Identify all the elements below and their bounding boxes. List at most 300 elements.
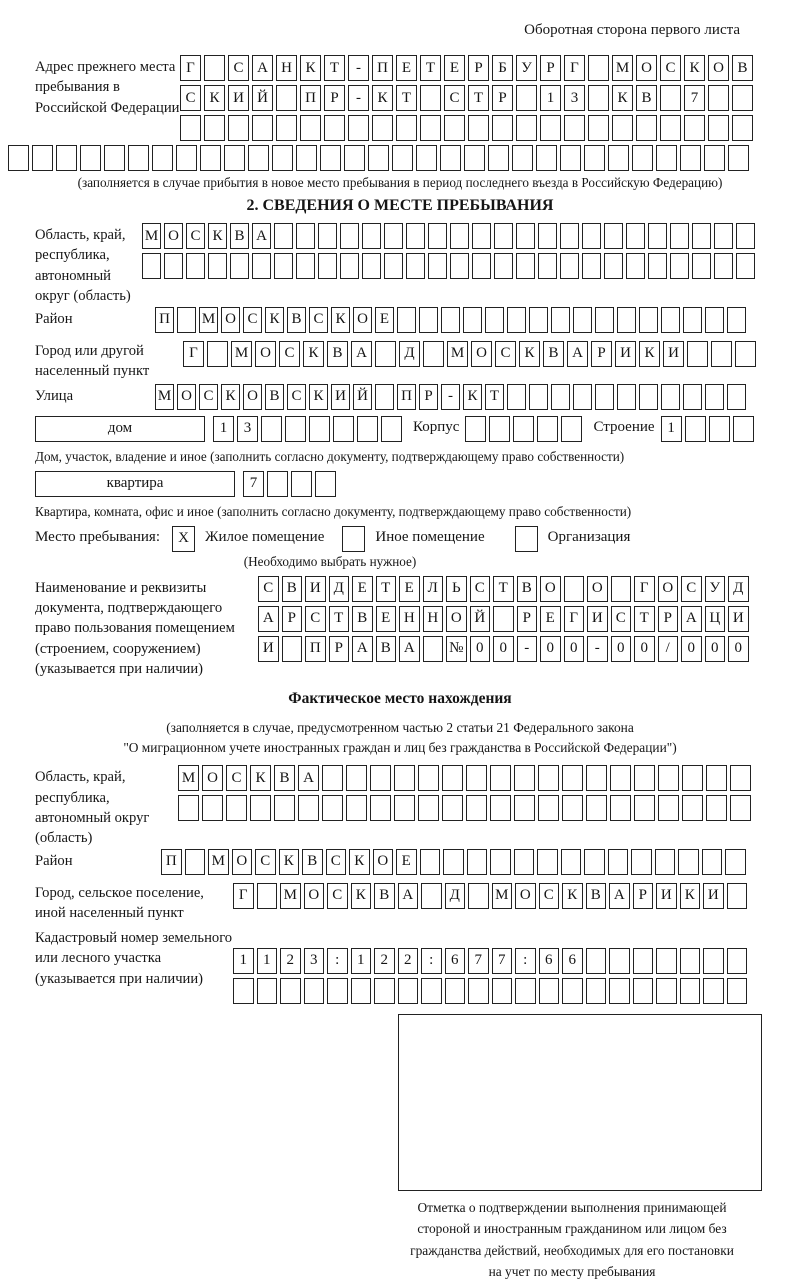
char-box: 2 [398,948,419,974]
char-box [322,765,343,791]
char-box: С [186,223,205,249]
district-row [155,307,749,333]
stamp-caption-line: гражданства действий, необходимых для его постановки [410,1242,734,1258]
doc-field [35,576,800,680]
char-box [444,115,465,141]
char-box: С [305,606,326,632]
char-box: П [155,307,174,333]
char-box [539,978,560,1004]
char-box [703,978,724,1004]
char-box [639,307,658,333]
region-field [35,223,800,307]
char-box [562,795,583,821]
char-box [423,341,444,367]
char-box [538,223,557,249]
doc-row-2 [258,606,752,632]
char-box [634,795,655,821]
char-box [708,115,729,141]
char-box [442,795,463,821]
char-box: П [372,55,393,81]
char-box: Г [564,606,585,632]
char-box: П [161,849,182,875]
char-box: Е [540,606,561,632]
char-box [685,416,706,442]
char-box: Р [591,341,612,367]
char-box [207,341,228,367]
char-box: 7 [243,471,264,497]
char-box [687,341,708,367]
char-box [327,978,348,1004]
char-box [202,795,223,821]
char-box [512,145,533,171]
char-box [397,307,416,333]
char-box [440,145,461,171]
char-box [588,85,609,111]
char-box: Р [517,606,538,632]
char-box: К [463,384,482,410]
char-box [584,849,605,875]
organization-label: Организация [547,528,631,545]
char-box [252,115,273,141]
char-box [204,115,225,141]
char-box: И [703,883,724,909]
char-box [315,471,336,497]
char-box: О [540,576,561,602]
char-box: О [243,384,262,410]
char-box [257,978,278,1004]
char-box [515,978,536,1004]
char-box [634,765,655,791]
region-label: Область, край, республика, автономный округ (область) [35,227,131,305]
char-box [617,384,636,410]
char-box [516,253,535,279]
char-box: Ц [705,606,726,632]
actual-location-note-2: "О миграционном учете иностранных граждан и лиц без гражданства в Российской Федерации") [123,740,677,756]
char-box [416,145,437,171]
char-box: И [728,606,749,632]
char-box [152,145,173,171]
char-box [396,115,417,141]
char-box: Р [658,606,679,632]
char-box: 6 [562,948,583,974]
char-box: Е [396,55,417,81]
char-box: 0 [470,636,491,662]
char-box: Г [233,883,254,909]
char-box [604,253,623,279]
char-box [494,223,513,249]
char-box: А [351,341,372,367]
char-box [733,416,754,442]
char-box [540,115,561,141]
char-box: 0 [564,636,585,662]
char-box [562,765,583,791]
char-box: 1 [540,85,561,111]
char-box [661,384,680,410]
region-row-2 [142,253,758,279]
char-box [678,849,699,875]
char-box: С [681,576,702,602]
char-box [706,795,727,821]
char-box: К [300,55,321,81]
char-box: Д [445,883,466,909]
char-box [362,253,381,279]
char-box [626,253,645,279]
char-box: К [279,849,300,875]
district-label: Район [35,310,73,327]
char-box: Г [634,576,655,602]
char-box: С [258,576,279,602]
char-box: Л [423,576,444,602]
char-box: К [562,883,583,909]
char-box: О [446,606,467,632]
actual-region-row-2 [178,795,754,821]
char-box [692,253,711,279]
char-box: А [298,765,319,791]
char-box [586,795,607,821]
section2-title: 2. СВЕДЕНИЯ О МЕСТЕ ПРЕБЫВАНИЯ [246,197,554,214]
place-type-label: Место пребывания: [35,528,160,545]
house-number-row [213,416,405,442]
cadastre-field [35,926,800,1008]
char-box [309,416,330,442]
char-box: - [517,636,538,662]
char-box: С [255,849,276,875]
char-box: Н [423,606,444,632]
page-header-note: Оборотная сторона первого листа [524,22,740,38]
district-field [35,307,800,337]
char-box: П [300,85,321,111]
char-box: 1 [661,416,682,442]
stamp-caption-line: стороной и иностранным гражданином или лицом без [417,1221,727,1237]
char-box: С [495,341,516,367]
char-box [233,978,254,1004]
char-box [626,223,645,249]
char-box [656,948,677,974]
char-box: К [680,883,701,909]
char-box: А [681,606,702,632]
char-box: В [265,384,284,410]
char-box [735,341,756,367]
char-box: 0 [611,636,632,662]
char-box [490,795,511,821]
organization-checkbox [515,526,538,552]
cadastre-row-2 [233,978,750,1004]
char-box [702,849,723,875]
char-box: К [221,384,240,410]
char-box [492,978,513,1004]
char-box [178,795,199,821]
char-box [374,978,395,1004]
char-box [274,223,293,249]
char-box [468,978,489,1004]
char-box [200,145,221,171]
stamp-area [398,1014,762,1191]
char-box: С [326,849,347,875]
char-box: 0 [493,636,514,662]
char-box [595,384,614,410]
char-box [708,85,729,111]
char-box [492,115,513,141]
region-rows [142,223,758,283]
char-box [228,115,249,141]
char-box [588,115,609,141]
char-box [300,115,321,141]
char-box: В [282,576,303,602]
char-box [428,253,447,279]
char-box: Е [352,576,373,602]
char-box [582,223,601,249]
char-box [257,883,278,909]
actual-city-field [35,881,800,924]
char-box [304,978,325,1004]
char-box: В [230,223,249,249]
char-box: Р [540,55,561,81]
char-box: М [280,883,301,909]
char-box [609,948,630,974]
char-box [186,253,205,279]
char-box [230,253,249,279]
doc-row-3 [258,636,752,662]
char-box [392,145,413,171]
char-box: - [441,384,460,410]
char-box: 6 [445,948,466,974]
char-box [727,384,746,410]
char-box: Т [468,85,489,111]
char-box [514,765,535,791]
char-box [516,115,537,141]
char-box [560,145,581,171]
char-box [608,849,629,875]
char-box [285,416,306,442]
char-box [680,948,701,974]
char-box [418,765,439,791]
char-box: Д [329,576,350,602]
char-box [727,883,748,909]
char-box [320,145,341,171]
street-field [35,384,800,414]
char-box [464,145,485,171]
char-box [421,883,442,909]
char-box [428,223,447,249]
actual-district-row [161,849,749,875]
char-box: С [444,85,465,111]
char-box: В [517,576,538,602]
char-box [683,384,702,410]
char-box: 0 [728,636,749,662]
char-box [692,223,711,249]
char-box [370,795,391,821]
char-box: С [226,765,247,791]
char-box: К [684,55,705,81]
char-box: : [327,948,348,974]
char-box [318,253,337,279]
char-box [466,795,487,821]
char-box: К [250,765,271,791]
char-box [441,307,460,333]
char-box: П [397,384,416,410]
char-box: Г [564,55,585,81]
char-box: Й [353,384,372,410]
cadastre-row-1 [233,948,750,974]
char-box: А [352,636,373,662]
char-box [346,765,367,791]
char-box: С [199,384,218,410]
char-box [730,765,751,791]
stroenie-label: Строение [593,418,655,435]
char-box [467,849,488,875]
char-box: В [376,636,397,662]
char-box: Т [634,606,655,632]
char-box: Р [468,55,489,81]
char-box: О [515,883,536,909]
char-box [709,416,730,442]
char-box [375,341,396,367]
korpus-label: Корпус [413,418,460,435]
char-box [267,471,288,497]
doc-label: Наименование и реквизиты документа, подтверждающего право пользования помещением (строением, сооружением) (указывается при наличии) [35,579,235,678]
char-box [682,765,703,791]
char-box: 2 [280,948,301,974]
actual-city-label: Город, сельское поселение, иной населенный пункт [35,884,204,922]
char-box: А [567,341,588,367]
char-box [711,341,732,367]
char-box [357,416,378,442]
char-box [398,978,419,1004]
apartment-type-box: квартира [35,471,235,497]
char-box [468,883,489,909]
char-box [177,307,196,333]
char-box [142,253,161,279]
char-box [296,145,317,171]
char-box: В [352,606,373,632]
char-box [529,307,548,333]
actual-district-field [35,849,800,879]
char-box [564,115,585,141]
char-box: О [658,576,679,602]
char-box [538,765,559,791]
char-box [406,253,425,279]
char-box [340,253,359,279]
char-box [333,416,354,442]
char-box [488,145,509,171]
char-box [561,849,582,875]
char-box: Р [419,384,438,410]
char-box [617,307,636,333]
char-box [586,978,607,1004]
char-box [56,145,77,171]
char-box [276,115,297,141]
char-box [204,55,225,81]
char-box [573,384,592,410]
char-box: М [612,55,633,81]
region-row-1 [142,223,758,249]
char-box: О [304,883,325,909]
char-box: М [155,384,174,410]
char-box [595,307,614,333]
char-box: О [636,55,657,81]
char-box [344,145,365,171]
char-box [529,384,548,410]
stroenie-row [661,416,757,442]
char-box: Т [493,576,514,602]
char-box: Р [282,606,303,632]
char-box: 1 [257,948,278,974]
char-box: С [287,384,306,410]
actual-region-field [35,765,800,849]
char-box: К [519,341,540,367]
char-box [631,849,652,875]
char-box: И [305,576,326,602]
char-box: 0 [681,636,702,662]
char-box [670,223,689,249]
char-box: В [274,765,295,791]
char-box: А [398,883,419,909]
char-box [80,145,101,171]
char-box [372,115,393,141]
char-box [611,576,632,602]
char-box: С [180,85,201,111]
char-box: 1 [351,948,372,974]
char-box: В [287,307,306,333]
char-box: В [327,341,348,367]
char-box: К [349,849,370,875]
char-box [516,85,537,111]
char-box: 0 [634,636,655,662]
char-box [703,948,724,974]
char-box [443,849,464,875]
char-box [728,145,749,171]
char-box: Д [399,341,420,367]
char-box [261,416,282,442]
prev-address-row-1 [180,55,756,81]
char-box [368,145,389,171]
actual-region-row-1 [178,765,754,791]
char-box [610,795,631,821]
char-box [362,223,381,249]
char-box: 0 [540,636,561,662]
char-box [714,253,733,279]
char-box: И [615,341,636,367]
char-box: / [658,636,679,662]
char-box [656,978,677,1004]
char-box: В [586,883,607,909]
char-box [586,765,607,791]
char-box [632,145,653,171]
char-box: О [221,307,240,333]
char-box [705,307,724,333]
char-box: 2 [374,948,395,974]
char-box: О [471,341,492,367]
char-box: М [208,849,229,875]
cadastre-label: Кадастровый номер земельного или лесного участка (указывается при наличии) [35,929,233,987]
apartment-number-row [243,471,339,497]
char-box: К [204,85,225,111]
prev-address-rows [180,55,756,145]
char-box: М [492,883,513,909]
char-box: 7 [468,948,489,974]
char-box [633,978,654,1004]
char-box: О [177,384,196,410]
char-box: С [611,606,632,632]
char-box [680,145,701,171]
char-box [420,849,441,875]
char-box: Т [396,85,417,111]
char-box [680,978,701,1004]
char-box: 1 [233,948,254,974]
char-box [513,416,534,442]
char-box [224,145,245,171]
char-box [670,253,689,279]
